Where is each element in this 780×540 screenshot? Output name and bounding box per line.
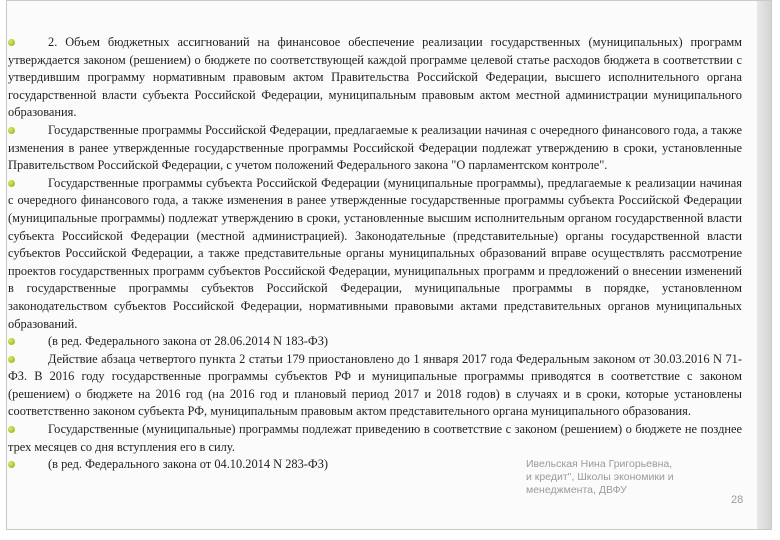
paragraph-text: (в ред. Федерального закона от 04.10.2014 N 283-ФЗ) (48, 457, 329, 472)
slide-side-band (757, 1, 771, 529)
paragraph-3 (8, 175, 742, 333)
paragraph-text: Государственные (муниципальные) программы подлежат приведению в соответствие с законом (решением) о бюджете не позднее трех месяцев со дня вступления его в силу. (8, 422, 742, 454)
slide-footer (526, 458, 731, 497)
slide-content (8, 34, 742, 474)
bullet-icon (8, 180, 15, 187)
bullet-icon (8, 356, 15, 363)
paragraph-2 (8, 122, 742, 175)
paragraph-text: (в ред. Федерального закона от 28.06.2014 N 183-ФЗ) (48, 334, 329, 349)
paragraph-1 (8, 34, 742, 122)
bullet-icon (8, 39, 15, 46)
paragraph-text: Государственные программы Российской Федерации, предлагаемые к реализации начиная с очередного финансового года, а также изменения в ранее утвержденные государственные программы Российской Федерации подлежат утверждению в сроки, установленные Правительством Российской Федерации, с учетом положений Федерального закона "О парламентском контроле". (8, 122, 742, 173)
bullet-icon (8, 461, 15, 468)
paragraph-text: 2. Объем бюджетных ассигнований на финансовое обеспечение реализации государственных (муниципальных) программ утверждается законом (решением) о бюджете по соответствующей каждой программе целевой статье расходов бюджета в соответствии с утвердившим программу нормативным правовым актом Правительства Российской Федерации, высшего исполнительного органа государственной власти субъекта Российской Федерации, муниципальным правовым актом местной администрации муниципального образования. (8, 35, 742, 120)
footer-line: Ивельская Нина Григорьевна, (526, 458, 673, 470)
paragraph-5 (8, 351, 742, 421)
footer-line: и кредит", Школы экономики и (526, 471, 674, 483)
bullet-icon (8, 338, 15, 345)
paragraph-6 (8, 421, 742, 456)
footer-line: менеджмента, ДВФУ (526, 484, 627, 496)
bullet-icon (8, 426, 15, 433)
bullet-icon (8, 127, 15, 134)
paragraph-4 (8, 333, 742, 351)
paragraph-text: Действие абзаца четвертого пункта 2 статьи 179 приостановлено до 1 января 2017 года Федеральным законом от 30.03.2016 N 71-ФЗ. В 2016 году государственные программы субъектов РФ и муниципальные программы приводятся в соответствие с законом (решением) о бюджете на 2016 год (на 2016 год и плановый период 2017 и 2018 годов) в случаях и в сроки, которые установлены соответственно законом субъекта РФ, муниципальным правовым актом представительного органа муниципального образования. (8, 351, 742, 419)
page-number: 28 (731, 494, 744, 506)
paragraph-text: Государственные программы субъекта Российской Федерации (муниципальные программы), предлагаемые к реализации начиная с очередного финансового года, а также изменения в ранее утвержденные государственные программы субъекта Российской Федерации (муниципальные программы) подлежат утверждению в сроки, установленные высшим исполнительным органом государственной власти субъекта Российской Федерации (местной администрацией). Законодательные (представительные) органы государственной власти субъектов Российской Федерации, а также представительные органы муниципальных образований вправе осуществлять рассмотрение проектов государственных программ субъектов Российской Федерации, муниципальных программ и предложений о внесении изменений в государственные программы субъектов Российской Федерации, муниципальные программы в порядке, установленном законодательством субъектов Российской Федерации, нормативными правовыми актами представительных органов муниципальных образований. (8, 175, 742, 331)
